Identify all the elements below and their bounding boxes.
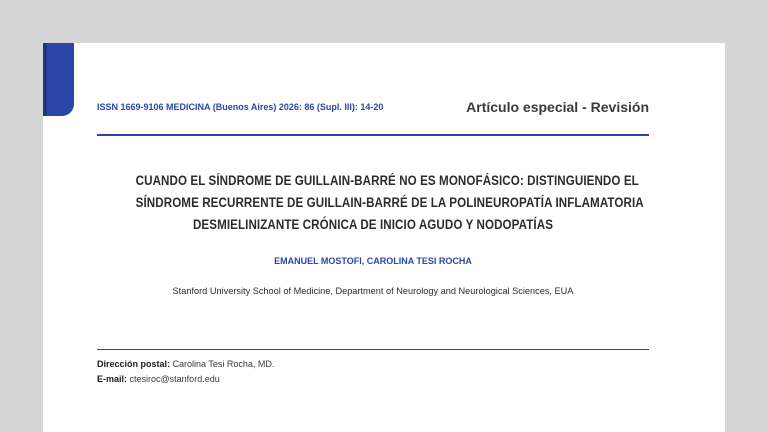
title-line-2: SÍNDROME RECURRENTE DE GUILLAIN-BARRÉ DE LA POLINEUROPATÍA INFLAMATORIA — [135, 195, 644, 210]
postal-label: Dirección postal: — [97, 359, 171, 369]
email-line — [97, 374, 220, 384]
affiliation: Stanford University School of Medicine, Department of Neurology and Neurological Sciences, EUA — [172, 286, 574, 296]
header-rule — [97, 134, 649, 136]
corner-tab — [43, 43, 74, 116]
corner-tab-shade — [43, 43, 47, 116]
postal-value: Carolina Tesi Rocha, MD. — [172, 359, 275, 369]
postal-address — [97, 359, 274, 369]
contact-rule — [97, 349, 649, 350]
authors: EMANUEL MOSTOFI, CAROLINA TESI ROCHA — [274, 256, 472, 266]
email-value: ctesiroc@stanford.edu — [129, 374, 220, 384]
title-line-1: CUANDO EL SÍNDROME DE GUILLAIN-BARRÉ NO ES MONOFÁSICO: DISTINGUIENDO EL — [135, 173, 639, 188]
issn-line: ISSN 1669-9106 MEDICINA (Buenos Aires) 2026: 86 (Supl. III): 14-20 — [97, 102, 384, 112]
title-line-3: DESMIELINIZANTE CRÓNICA DE INICIO AGUDO Y NODOPATÍAS — [192, 217, 554, 232]
email-label: E-mail: — [97, 374, 128, 384]
section-label: Artículo especial - Revisión — [466, 99, 649, 115]
article-title — [135, 170, 644, 236]
